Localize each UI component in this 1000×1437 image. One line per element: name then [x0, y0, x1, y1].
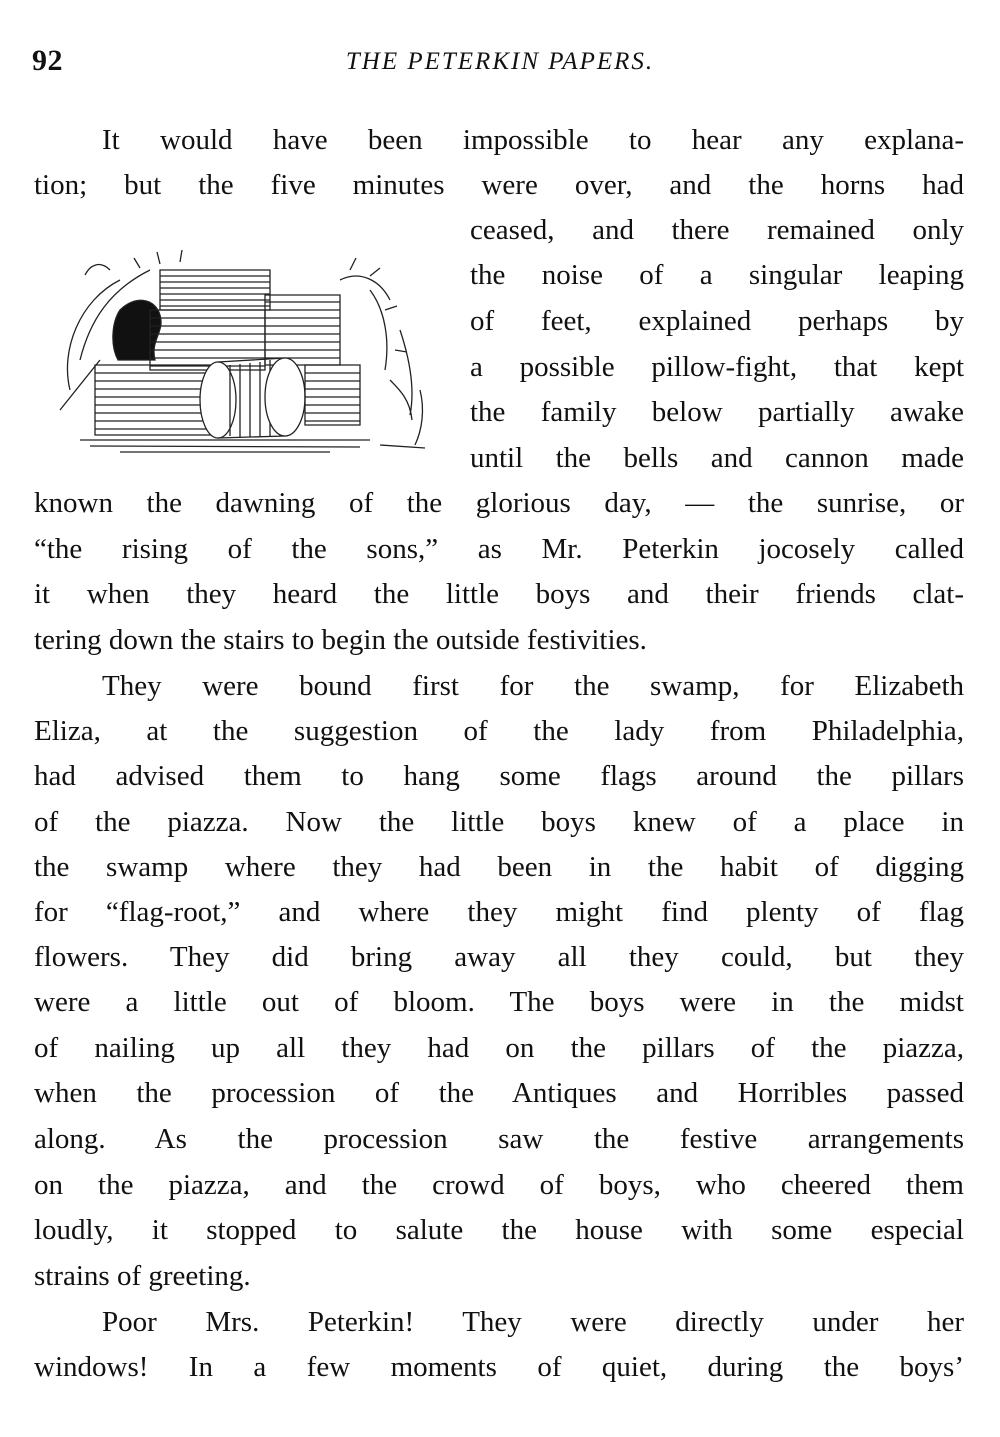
- text-line: along. As the procession saw the festive arrangements: [34, 1123, 964, 1155]
- running-title: THE PETERKIN PAPERS.: [345, 48, 655, 75]
- text-line: were a little out of bloom. The boys were in the midst: [34, 986, 964, 1018]
- text-line: flowers. They did bring away all they could, but they: [34, 941, 964, 973]
- text-line: the family below partially awake: [470, 396, 964, 428]
- text-line: of the piazza. Now the little boys knew of a place in: [34, 806, 964, 838]
- text-line: They were bound first for the swamp, for Elizabeth: [102, 670, 964, 702]
- text-line: loudly, it stopped to salute the house with some especial: [34, 1214, 964, 1246]
- text-line: for “flag-root,” and where they might find plenty of flag: [34, 896, 964, 928]
- text-line: ceased, and there remained only: [470, 214, 964, 246]
- stacked-hatboxes-illustration: [40, 240, 440, 465]
- text-line: until the bells and cannon made: [470, 442, 964, 474]
- text-line: windows! In a few moments of quiet, during the boys’: [34, 1351, 964, 1383]
- text-line: the swamp where they had been in the habit of digging: [34, 851, 964, 883]
- text-line: on the piazza, and the crowd of boys, who cheered them: [34, 1169, 964, 1201]
- text-line: of nailing up all they had on the pillars of the piazza,: [34, 1032, 964, 1064]
- text-line: Poor Mrs. Peterkin! They were directly under her: [102, 1306, 964, 1338]
- text-line: It would have been impossible to hear any explana-: [102, 124, 964, 156]
- text-line: strains of greeting.: [34, 1260, 251, 1292]
- text-line: it when they heard the little boys and their friends clat-: [34, 578, 964, 610]
- text-line: tering down the stairs to begin the outside festivities.: [34, 624, 647, 656]
- text-line: a possible pillow-fight, that kept: [470, 351, 964, 383]
- page-header: [32, 44, 968, 84]
- text-line: tion; but the five minutes were over, and the horns had: [34, 169, 964, 201]
- text-line: when the procession of the Antiques and Horribles passed: [34, 1077, 964, 1109]
- page-number: 92: [32, 44, 63, 77]
- text-line: had advised them to hang some flags around the pillars: [34, 760, 964, 792]
- text-line: the noise of a singular leaping: [470, 259, 964, 291]
- text-line: Eliza, at the suggestion of the lady from Philadelphia,: [34, 715, 964, 747]
- text-line: known the dawning of the glorious day, — the sunrise, or: [34, 487, 964, 519]
- text-line: “the rising of the sons,” as Mr. Peterkin jocosely called: [34, 533, 964, 565]
- text-line: of feet, explained perhaps by: [470, 305, 964, 337]
